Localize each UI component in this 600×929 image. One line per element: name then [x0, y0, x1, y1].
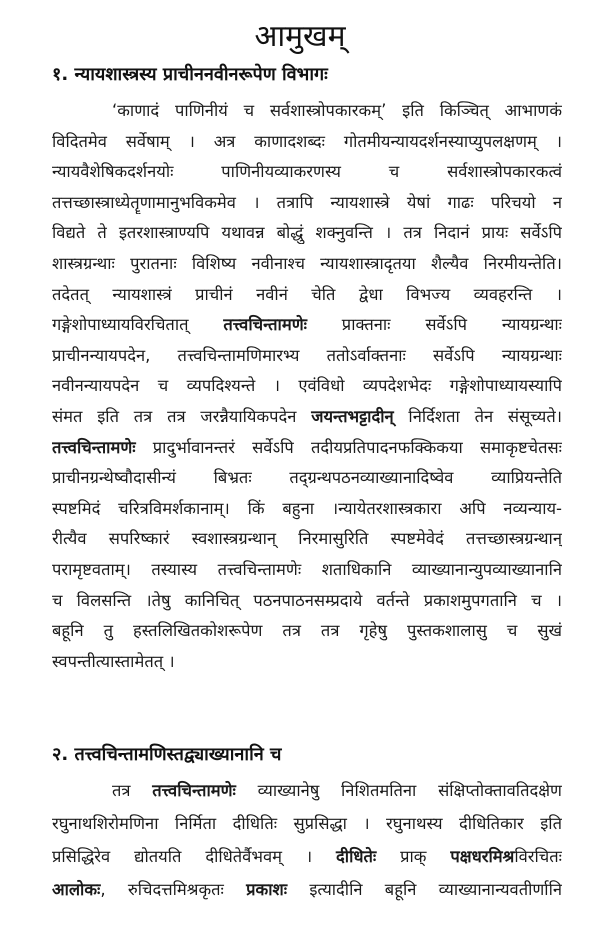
text-line: [52, 813, 562, 835]
text-span: रघुनाथशिरोमणिना निर्मिता दीधितिः सुप्रसिद्धा । रघुनाथस्य दीधितिकार इति: [52, 814, 562, 833]
text-line: [52, 590, 562, 612]
text-span: तत्तच्छास्त्राध्येतॄणामानुभविकमेव । तत्रापि न्यायशास्त्रे येषां गाढः परिचयो न: [52, 192, 562, 212]
text-line: [52, 314, 562, 336]
text-span: तदेतत् न्यायशास्त्रं प्राचीनं नवीनं चेति द्वेधा विभज्य व्यवहरन्ति ।: [52, 284, 562, 304]
text-line: [52, 846, 562, 868]
text-span: न्यायवैशेषिकदर्शनयोः पाणिनीयव्याकरणस्य च सर्वशास्त्रोपकारकत्वं: [52, 162, 562, 182]
text-span: प्रसिद्धिरेव द्योतयति दीधितेर्वैभवम् ।: [52, 847, 337, 866]
text-span: रीत्यैव सपरिष्कारं स्वशास्त्रग्रन्थान् निरमासुरिति स्पष्टमेवेदं तत्तच्छास्त्रग्रन्थान्: [52, 529, 562, 549]
text-span: बहूनि तु हस्तलिखितकोशरूपेण तत्र तत्र गृहेषु पुस्तकशालासु च सुखं: [52, 621, 562, 641]
text-span: स्वपन्तीत्यास्तामेतत् ।: [52, 651, 175, 671]
section-2-heading: २. तत्त्वचिन्तामणिस्तद्व्याख्यानानि च: [52, 744, 282, 765]
text-span: संमत इति तत्र तत्र जरन्नैयायिकपदेन: [52, 407, 312, 426]
text-span: गङ्गेशोपाध्यायविरचितात्: [52, 315, 224, 335]
bold-term: तत्त्वचिन्तामणेः: [152, 781, 236, 800]
text-span: निर्दिशता तेन संसूच्यते।: [393, 407, 562, 426]
text-span: नवीनन्यायपदेन च व्यपदिश्यन्ते । एवंविधो व्यपदेशभेदः गङ्गेशोपाध्यायस्यापि: [52, 376, 562, 396]
text-span: , रुचिदत्तमिश्रकृतः: [100, 880, 247, 899]
text-line: [52, 528, 562, 550]
text-span: विद्यते ते इतरशास्त्राण्यपि यथावन्न बोद्धुं शक्नुवन्ति । तत्र निदानं प्रायः सर्वेऽपि: [52, 223, 562, 243]
text-line: [52, 284, 562, 306]
text-span: इत्यादीनि बहूनि व्याख्यानान्यवतीर्णानि: [287, 880, 562, 899]
bold-term: प्रकाशः: [246, 880, 288, 899]
text-line: [52, 161, 562, 183]
text-span: प्राक्तनाः सर्वेऽपि न्यायग्रन्थाः: [306, 315, 562, 335]
text-span: परामृष्टवताम्। तस्यास्य तत्त्वचिन्तामणेः शताधिकानि व्याख्यानान्युपव्याख्यानानि: [52, 560, 562, 579]
bold-term: पक्षधरमिश्र: [450, 847, 515, 866]
text-line: [52, 375, 562, 397]
text-span: शास्त्रग्रन्थाः पुरातनाः विशिष्य नवीनाश्च न्यायशास्त्रादृतया शैल्यैव निरमीयन्तेति।: [52, 254, 562, 273]
section-1-heading: १. न्यायशास्त्रस्य प्राचीननवीनरूपेण विभागः: [52, 64, 328, 85]
bold-term: तत्त्वचिन्तामणेः: [52, 437, 136, 457]
bold-term: आलोकः: [52, 880, 101, 899]
text-line: [112, 780, 562, 802]
text-span: व्याख्यानेषु निशितमतिना संक्षिप्तोक्तावतिदक्षेण: [235, 781, 562, 800]
text-line: [52, 192, 562, 214]
text-line: [52, 253, 562, 275]
text-span: प्राक्: [376, 847, 451, 866]
bold-term: तत्त्वचिन्तामणेः: [223, 315, 307, 335]
text-span: च विलसन्ति ।तेषु कानिचित् पठनपाठनसम्प्रदाये वर्तन्ते प्रकाशमुपगतानि च ।: [52, 590, 562, 610]
text-line: [52, 498, 562, 520]
text-line: [52, 222, 562, 244]
text-span: स्पष्टमिदं चरित्रविमर्शकानाम्। किं बहुना ।न्यायेतरशास्त्रकारा अपि नव्यन्याय-: [52, 498, 562, 518]
text-span: प्रादुर्भावानन्तरं सर्वेऽपि तदीयप्रतिपादनफक्किकया समाकृष्टचेतसः: [135, 437, 562, 457]
text-span: तत्र: [112, 781, 153, 800]
text-line: [112, 100, 562, 122]
bold-term: दीधितेः: [336, 847, 377, 866]
text-line: [52, 437, 562, 459]
text-span: विरचितः: [514, 847, 562, 866]
text-span: प्राचीनन्यायपदेन, तत्त्वचिन्तामणिमारभ्य ततोऽर्वाक्तनाः सर्वेऽपि न्यायग्रन्थाः: [52, 345, 562, 365]
page-title: आमुखम्: [254, 19, 346, 54]
text-line: [52, 406, 562, 428]
text-line: [52, 620, 562, 642]
text-line: [52, 131, 562, 153]
text-span: प्राचीनग्रन्थेष्वौदासीन्यं बिभ्रतः तद्ग्रन्थपठनव्याख्यानादिष्वेव व्याप्रियन्तेति: [52, 468, 562, 488]
text-line: [52, 559, 562, 581]
text-span: ‘काणादं पाणिनीयं च सर्वशास्त्रोपकारकम्’ इति किञ्चित् आभाणकं: [112, 101, 562, 120]
text-span: विदितमेव सर्वेषाम् । अत्र काणादशब्दः गोतमीयन्यायदर्शनस्याप्युपलक्षणम् ।: [52, 131, 562, 151]
bold-term: जयन्तभट्टादीन्: [311, 407, 394, 426]
text-line: [52, 345, 562, 367]
text-line: [52, 467, 562, 489]
text-line: [52, 651, 562, 673]
text-line: [52, 879, 562, 901]
